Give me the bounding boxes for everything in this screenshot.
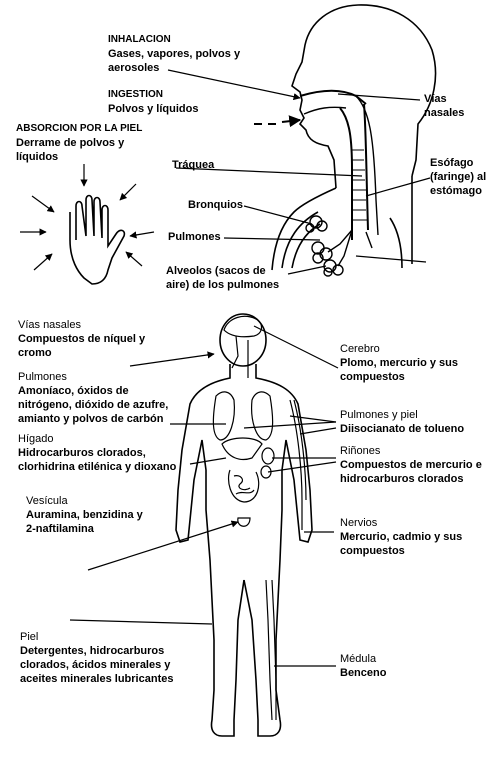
label-nervios (340, 516, 462, 558)
nervios-title: Nervios (340, 517, 378, 529)
vias-nasales-line-1: Compuestos de níquel y (18, 333, 146, 345)
traquea-text: Tráquea (172, 159, 215, 171)
skin-absorption-arrows (20, 164, 154, 270)
piel-line-1: Detergentes, hidrocarburos (20, 645, 165, 657)
higado-title: Hígado (18, 433, 54, 445)
label-medula (340, 652, 386, 680)
cerebro-title: Cerebro (340, 343, 380, 355)
vesicula-title: Vesícula (26, 495, 68, 507)
label-esofago (430, 156, 486, 198)
inhalacion-text-2: aerosoles (108, 62, 160, 74)
vias-nasales-top-1: Vías (424, 93, 447, 105)
higado-line-1: Hidrocarburos clorados, (18, 447, 146, 459)
bronchi-alveoli (306, 216, 372, 276)
label-bronquios (188, 198, 243, 212)
ingestion-title: INGESTION (108, 89, 164, 100)
esofago-3: estómago (430, 185, 482, 197)
label-pulmones-top (168, 230, 221, 244)
cerebro-line-1: Plomo, mercurio y sus (340, 357, 458, 369)
rinones-line-1: Compuestos de mercurio e (340, 459, 482, 471)
hand-icon (70, 196, 124, 285)
label-pulmones-piel (340, 408, 464, 436)
head-profile (272, 5, 436, 270)
absorcion-title: ABSORCION POR LA PIEL (16, 123, 143, 134)
pulmones-piel-title: Pulmones y piel (340, 409, 418, 421)
bronquios-text: Bronquios (188, 199, 243, 211)
label-rinones (340, 444, 482, 486)
pulmones-line-1: Amoníaco, óxidos de (18, 385, 129, 397)
esofago-1: Esófago (430, 157, 474, 169)
label-ingestion (108, 88, 198, 116)
body-outline (176, 314, 312, 736)
inhalacion-title: INHALACION (108, 34, 171, 45)
label-higado (18, 432, 176, 474)
inhalacion-text-1: Gases, vapores, polvos y (108, 48, 241, 60)
trachea-rings (352, 150, 367, 220)
vesicula-line-2: 2-naftilamina (26, 523, 94, 535)
label-cerebro (340, 342, 458, 384)
pulmones-top-text: Pulmones (168, 231, 221, 243)
label-pulmones (18, 370, 168, 426)
rinones-title: Riñones (340, 445, 381, 457)
alveolos-1: Alveolos (sacos de (166, 265, 266, 277)
vesicula-line-1: Auramina, benzidina y (26, 509, 143, 521)
piel-line-2: clorados, ácidos minerales y (20, 659, 171, 671)
rinones-line-2: hidrocarburos clorados (340, 473, 464, 485)
label-traquea (172, 158, 214, 172)
higado-line-2: clorhidrina etilénica y dioxano (18, 461, 177, 473)
cerebro-line-2: compuestos (340, 371, 405, 383)
pulmones-line-3: amianto y polvos de carbón (18, 413, 164, 425)
vias-nasales-top-2: nasales (424, 107, 465, 119)
label-inhalacion (108, 33, 240, 75)
label-alveolos (166, 264, 279, 292)
nervios-line-1: Mercurio, cadmio y sus (340, 531, 463, 543)
piel-line-3: aceites minerales lubricantes (20, 673, 174, 685)
pulmones-piel-line-1: Diisocianato de tolueno (340, 423, 465, 435)
label-absorcion (16, 122, 142, 164)
label-vias-nasales-top (424, 92, 464, 120)
absorcion-text-2: líquidos (16, 151, 59, 163)
absorcion-text-1: Derrame de polvos y (16, 137, 125, 149)
vias-nasales-line-2: cromo (18, 347, 52, 359)
medula-title: Médula (340, 653, 377, 665)
vias-nasales-title: Vías nasales (18, 319, 81, 331)
pulmones-line-2: nitrógeno, dióxido de azufre, (18, 399, 169, 411)
ingestion-text-1: Polvos y líquidos (108, 103, 199, 115)
label-piel (20, 630, 173, 686)
nervios-line-2: compuestos (340, 545, 405, 557)
esofago-2: (faringe) al (430, 171, 487, 183)
piel-title: Piel (20, 631, 39, 643)
alveolos-2: aire) de los pulmones (166, 279, 280, 291)
label-vias-nasales (18, 318, 145, 360)
medula-line-1: Benceno (340, 667, 387, 679)
pulmones-title: Pulmones (18, 371, 67, 383)
organs (213, 316, 306, 720)
label-vesicula (26, 494, 143, 536)
